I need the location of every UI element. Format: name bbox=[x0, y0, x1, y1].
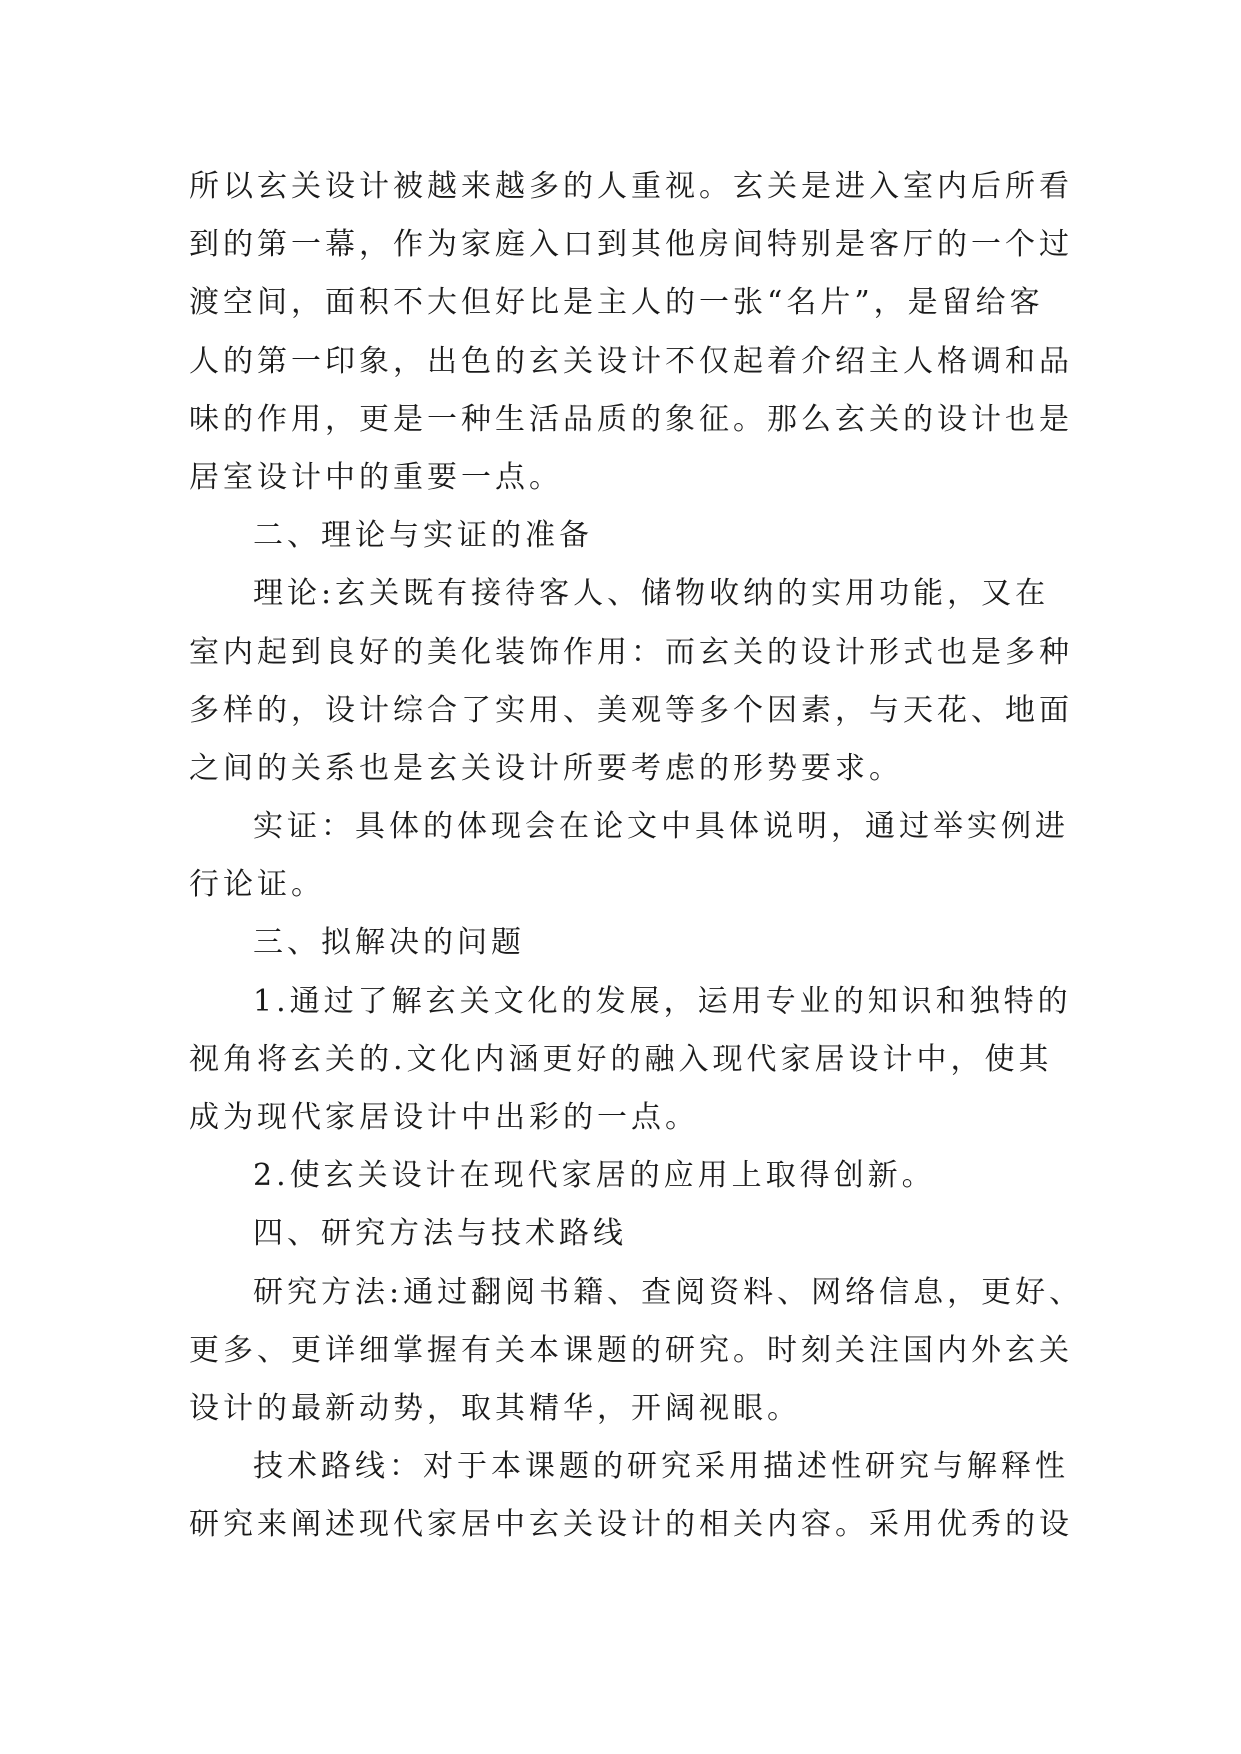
text-line: 人的第一印象，出色的玄关设计不仅起着介绍主人格调和品 bbox=[189, 343, 1073, 379]
text-line: 实证：具体的体现会在论文中具体说明，通过举实例进 bbox=[253, 809, 1069, 845]
text-line: 之间的关系也是玄关设计所要考虑的形势要求。 bbox=[189, 750, 903, 786]
text-line: 多样的，设计综合了实用、美观等多个因素，与天花、地面 bbox=[189, 692, 1073, 728]
text-line: 更多、更详细掌握有关本课题的研究。时刻关注国内外玄关 bbox=[189, 1332, 1073, 1368]
text-line: 技术路线：对于本课题的研究采用描述性研究与解释性 bbox=[253, 1449, 1069, 1485]
section-heading: 三、拟解决的问题 bbox=[253, 925, 525, 961]
text-line: 室内起到良好的美化装饰作用：而玄关的设计形式也是多种 bbox=[189, 634, 1073, 670]
text-line: 到的第一幕，作为家庭入口到其他房间特别是客厅的一个过 bbox=[189, 227, 1073, 263]
section-heading: 二、理论与实证的准备 bbox=[253, 518, 593, 554]
body-text bbox=[189, 158, 1084, 1555]
text-line: 2.使玄关设计在现代家居的应用上取得创新。 bbox=[253, 1158, 936, 1194]
text-line: 研究方法:通过翻阅书籍、查阅资料、网络信息，更好、 bbox=[253, 1274, 1084, 1310]
text-line: 行论证。 bbox=[189, 867, 325, 903]
text-line: 研究来阐述现代家居中玄关设计的相关内容。采用优秀的设 bbox=[189, 1507, 1073, 1543]
text-line: 成为现代家居设计中出彩的一点。 bbox=[189, 1100, 699, 1135]
text-line: 居室设计中的重要一点。 bbox=[189, 459, 563, 495]
text-line: 视角将玄关的.文化内涵更好的融入现代家居设计中，使其 bbox=[189, 1041, 1053, 1077]
text-line: 味的作用，更是一种生活品质的象征。那么玄关的设计也是 bbox=[189, 401, 1073, 437]
section-heading: 四、研究方法与技术路线 bbox=[253, 1216, 627, 1252]
text-line: 所以玄关设计被越来越多的人重视。玄关是进入室内后所看 bbox=[189, 169, 1073, 204]
text-line: 渡空间，面积不大但好比是主人的一张“名片”，是留给客 bbox=[189, 285, 1044, 321]
text-line: 1.通过了解玄关文化的发展，运用专业的知识和独特的 bbox=[253, 983, 1072, 1019]
text-line: 理论:玄关既有接待客人、储物收纳的实用功能，又在 bbox=[253, 576, 1050, 612]
text-line: 设计的最新动势，取其精华，开阔视眼。 bbox=[189, 1390, 801, 1426]
